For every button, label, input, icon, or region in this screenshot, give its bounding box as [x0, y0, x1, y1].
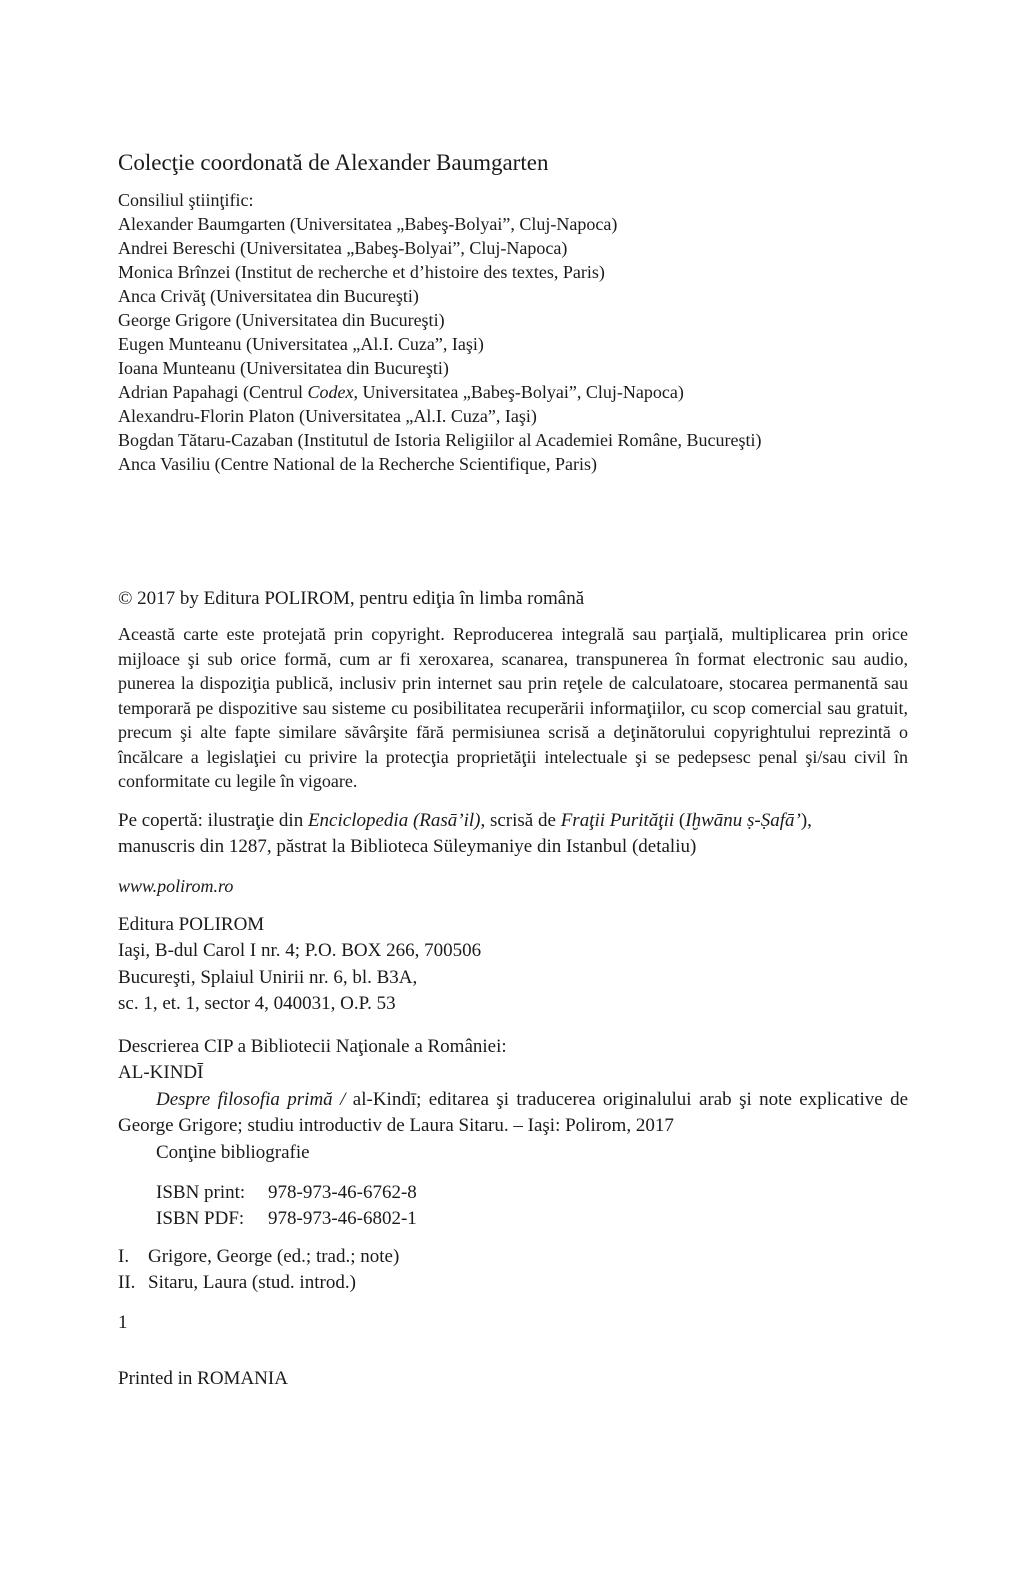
isbn-list — [118, 1180, 908, 1232]
cip-heading: Descrierea CIP a Bibliotecii Naţionale a României: — [118, 1035, 507, 1057]
council-member: Anca Crivăţ (Universitatea din Bucureşti) — [118, 286, 419, 306]
cip-note: Conţine bibliografie — [156, 1141, 310, 1163]
cip-record — [118, 1034, 908, 1337]
council-member: Alexander Baumgarten (Universitatea „Babeş-Bolyai”, Cluj-Napoca) — [118, 214, 618, 234]
council-member: Bogdan Tătaru-Cazaban (Institutul de Istoria Religiilor al Academiei Române, Bucureşti) — [118, 430, 762, 450]
publisher-address — [118, 912, 908, 1018]
entry-number: II. — [118, 1272, 136, 1293]
isbn-value: 978-973-46-6802-1 — [268, 1208, 417, 1229]
cip-entries — [118, 1244, 908, 1296]
council-member: George Grigore (Universitatea din Bucureşti) — [118, 310, 445, 330]
address-line: sc. 1, et. 1, sector 4, 040031, O.P. 53 — [118, 993, 396, 1014]
council-member: Anca Vasiliu (Centre National de la Recherche Scientifique, Paris) — [118, 454, 598, 474]
cip-classification: 1 — [118, 1312, 128, 1333]
entry-number: I. — [118, 1246, 130, 1267]
cover-text: ), — [800, 809, 812, 831]
isbn-row — [156, 1180, 908, 1206]
copyright-notice: Această carte este protejată prin copyright. Reproducerea integrală sau parţială, multiplicarea prin orice mijloace şi sub orice formă, cum ar fi xeroxarea, scanarea, transpunerea în format electronic sau audio, punerea la dispoziţia publică, inclusiv prin internet sau prin reţele de calculatoare, stocarea permanentă sau temporară pe dispozitive sau sisteme cu posibilitatea recuperării informaţiilor, cu scop comercial sau gratuit, precum şi alte fapte similare săvârşite fără permisiunea scrisă a deţinătorului copyrightului reprezintă o încălcare a legislaţiei cu privire la protecţia proprietăţii intelectuale şi se pedepsesc penal şi/sau civil în conformitate cu legile în vigoare. — [118, 624, 908, 791]
member-text: , Universitatea „Babeş-Bolyai”, Cluj-Napoca) — [353, 382, 684, 402]
address-line: Editura POLIROM — [118, 913, 265, 935]
council-heading: Consiliul ştiinţific: — [118, 190, 254, 210]
isbn-label: ISBN PDF: — [156, 1208, 245, 1229]
council-member: Alexandru-Florin Platon (Universitatea „Al.I. Cuza”, Iaşi) — [118, 406, 537, 426]
isbn-label: ISBN print: — [156, 1182, 246, 1203]
cip-author: AL-KINDĪ — [118, 1062, 204, 1083]
isbn-row — [156, 1206, 908, 1232]
cover-arabic-name: Iḫwānu ṣ-Ṣafā’ — [685, 809, 801, 831]
cover-credit-line2: manuscris din 1287, păstrat la Biblioteca Süleymaniye din Istanbul (detaliu) — [118, 835, 697, 857]
entry-text: Grigore, George (ed.; trad.; note) — [148, 1246, 400, 1267]
cip-entry — [118, 1244, 908, 1270]
council-member: Eugen Munteanu (Universitatea „Al.I. Cuza”, Iaşi) — [118, 334, 484, 354]
colophon-page — [118, 148, 908, 1392]
cover-text: Pe copertă: ilustraţie din — [118, 809, 308, 831]
council-member: Andrei Bereschi (Universitatea „Babeş-Bolyai”, Cluj-Napoca) — [118, 238, 568, 258]
cip-description — [118, 1087, 908, 1140]
isbn-value: 978-973-46-6762-8 — [268, 1182, 417, 1203]
codex-italic: Codex — [307, 382, 354, 402]
printed-in: Printed in ROMANIA — [118, 1368, 288, 1389]
cover-work-title: Enciclopedia (Rasā’il) — [307, 809, 481, 831]
cover-text: ( — [674, 809, 686, 831]
collection-title: Colecţie coordonată de Alexander Baumgarten — [118, 150, 549, 175]
address-line: Iaşi, B-dul Carol I nr. 4; P.O. BOX 266, 700506 — [118, 940, 482, 961]
cip-book-title: Despre filosofia primă / — [156, 1088, 346, 1110]
entry-text: Sitaru, Laura (stud. introd.) — [148, 1272, 356, 1293]
copyright-heading: © 2017 by Editura POLIROM, pentru ediţia în limba română — [118, 588, 585, 609]
council-member: Ioana Munteanu (Universitatea din Bucureşti) — [118, 358, 449, 378]
council-member — [118, 380, 908, 404]
cip-description-text: al-Kindī; editarea şi traducerea originalului arab şi note explicative de George Grigore; studiu introductiv de Laura Sitaru. – Iaşi: Polirom, 2017 — [118, 1088, 908, 1136]
address-line: Bucureşti, Splaiul Unirii nr. 6, bl. B3A, — [118, 966, 418, 988]
cover-authors: Fraţii Purităţii — [560, 809, 675, 831]
publisher-website-link[interactable]: www.polirom.ro — [118, 875, 234, 896]
cover-credit — [118, 808, 908, 860]
cip-entry — [118, 1270, 908, 1296]
council-members-list — [118, 212, 908, 476]
member-text: Adrian Papahagi (Centrul — [118, 382, 308, 402]
cover-text: , scrisă de — [480, 809, 561, 831]
council-member: Monica Brînzei (Institut de recherche et d’histoire des textes, Paris) — [118, 262, 605, 282]
